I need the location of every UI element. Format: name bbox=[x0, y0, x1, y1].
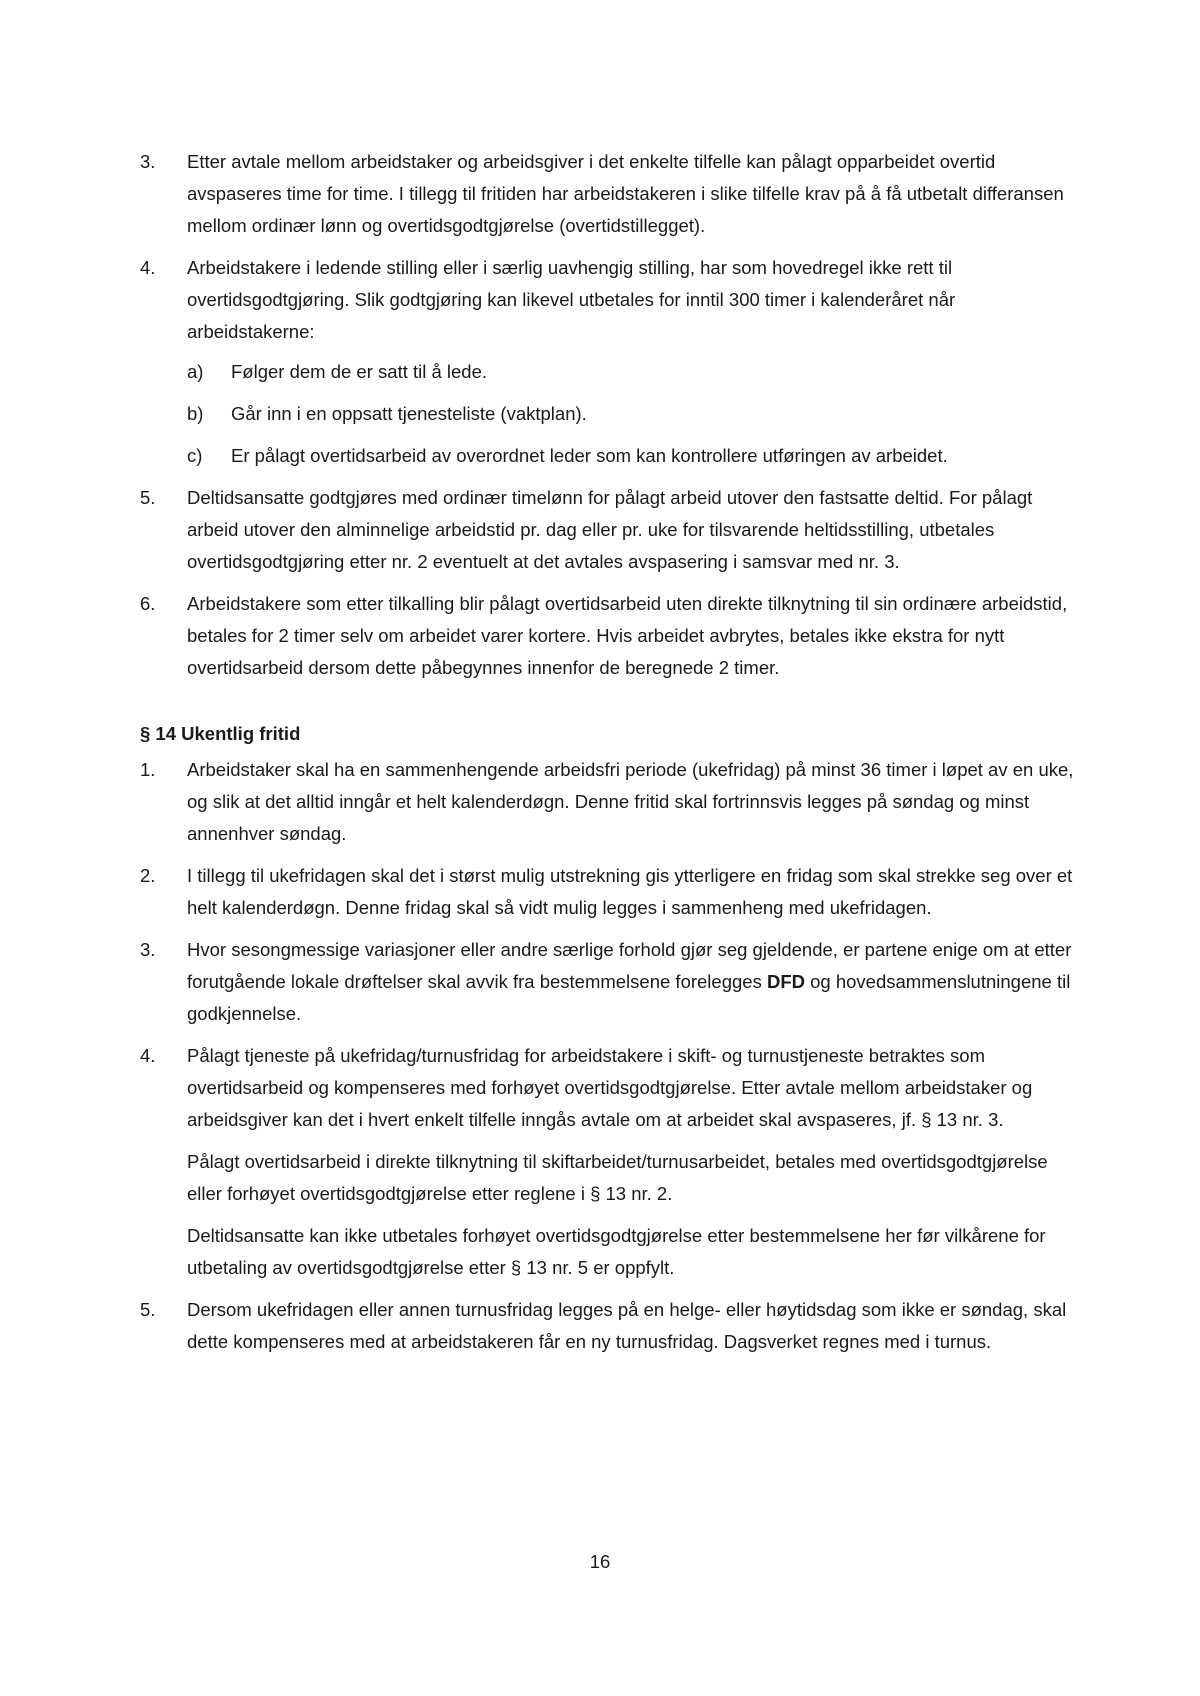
item-number: 3. bbox=[140, 151, 156, 172]
list-item bbox=[140, 1294, 1075, 1358]
item-paragraph: Pålagt overtidsarbeid i direkte tilknytning til skiftarbeidet/turnusarbeidet, betales med overtidsgodtgjørelse eller forhøyet overtidsgodtgjørelse etter reglene i § 13 nr. 2. bbox=[187, 1151, 1048, 1204]
item-paragraph: Arbeidstakere i ledende stilling eller i særlig uavhengig stilling, har som hovedregel ikke rett til overtidsgodtgjøring. Slik godtgjøring kan likevel utbetales for inntil 300 timer i kalenderåret når arbeidstakerne: bbox=[187, 257, 956, 342]
section-heading: § 14 Ukentlig fritid bbox=[140, 723, 301, 744]
section-13-continued-list bbox=[140, 146, 1075, 684]
item-paragraph bbox=[187, 934, 1075, 1030]
item-number: 6. bbox=[140, 593, 156, 614]
dfd-abbreviation: DFD bbox=[766, 971, 805, 992]
item-number: 5. bbox=[140, 487, 156, 508]
item-number: 2. bbox=[140, 865, 156, 886]
paragraph-text: og hovedsammenslutningene til godkjennelse. bbox=[187, 971, 1071, 1024]
sub-item-letter: c) bbox=[187, 445, 203, 466]
section-14-list bbox=[140, 754, 1075, 1358]
list-item bbox=[140, 754, 1075, 850]
list-item bbox=[140, 588, 1075, 684]
item-paragraph: Deltidsansatte kan ikke utbetales forhøyet overtidsgodtgjørelse etter bestemmelsene her før vilkårene for utbetaling av overtidsgodtgjørelse etter § 13 nr. 5 er oppfylt. bbox=[187, 1225, 1046, 1278]
item-paragraph: Deltidsansatte godtgjøres med ordinær timelønn for pålagt arbeid utover den fastsatte deltid. For pålagt arbeid utover den alminnelige arbeidstid pr. dag eller pr. uke for tilsvarende heltidsstilling, utbetales overtidsgodtgjøring etter nr. 2 eventuelt at det avtales avspasering i samsvar med nr. 3. bbox=[187, 487, 1033, 572]
item-paragraph: I tillegg til ukefridagen skal det i størst mulig utstrekning gis ytterligere en fridag som skal strekke seg over et helt kalenderdøgn. Denne fridag skal så vidt mulig legges i sammenheng med ukefridagen. bbox=[187, 865, 1073, 918]
list-item bbox=[140, 1040, 1075, 1284]
list-item bbox=[140, 482, 1075, 578]
list-item bbox=[140, 934, 1075, 1030]
list-item bbox=[140, 252, 1075, 472]
sub-item bbox=[187, 440, 1075, 472]
item-paragraph: Arbeidstaker skal ha en sammenhengende arbeidsfri periode (ukefridag) på minst 36 timer i løpet av en uke, og slik at det alltid inngår et helt kalenderdøgn. Denne fritid skal fortrinnsvis legges på søndag og minst annenhver søndag. bbox=[187, 759, 1074, 844]
item-paragraph: Etter avtale mellom arbeidstaker og arbeidsgiver i det enkelte tilfelle kan pålagt opparbeidet overtid avspaseres time for time. I tillegg til fritiden har arbeidstakeren i slike tilfelle krav på å få utbetalt differansen mellom ordinær lønn og overtidsgodtgjørelse (overtidstillegget). bbox=[187, 151, 1064, 236]
item-number: 1. bbox=[140, 759, 156, 780]
sub-item-text: Følger dem de er satt til å lede. bbox=[231, 361, 488, 382]
sub-item-letter: b) bbox=[187, 403, 204, 424]
sub-item-text: Er pålagt overtidsarbeid av overordnet leder som kan kontrollere utføringen av arbeidet. bbox=[231, 445, 948, 466]
page-content bbox=[140, 146, 1075, 1368]
item-paragraph: Arbeidstakere som etter tilkalling blir pålagt overtidsarbeid uten direkte tilknytning til sin ordinære arbeidstid, betales for 2 timer selv om arbeidet varer kortere. Hvis arbeidet avbrytes, betales ikke ekstra for nytt overtidsarbeid dersom dette påbegynnes innenfor de beregnede 2 timer. bbox=[187, 593, 1068, 678]
sub-item bbox=[187, 356, 1075, 388]
item-number: 3. bbox=[140, 939, 156, 960]
list-item bbox=[140, 860, 1075, 924]
sub-list bbox=[187, 356, 1075, 472]
item-number: 4. bbox=[140, 1045, 156, 1066]
page-number: 16 bbox=[589, 1551, 611, 1572]
item-paragraph: Pålagt tjeneste på ukefridag/turnusfridag for arbeidstakere i skift- og turnustjeneste betraktes som overtidsarbeid og kompenseres med forhøyet overtidsgodtgjørelse. Etter avtale mellom arbeidstaker og arbeidsgiver kan det i hvert enkelt tilfelle inngås avtale om at arbeidet skal avspaseres, jf. § 13 nr. 3. bbox=[187, 1045, 1033, 1130]
list-item bbox=[140, 146, 1075, 242]
item-paragraph: Dersom ukefridagen eller annen turnusfridag legges på en helge- eller høytidsdag som ikke er søndag, skal dette kompenseres med at arbeidstakeren får en ny turnusfridag. Dagsverket regnes med i turnus. bbox=[187, 1299, 1067, 1352]
paragraph-text: Hvor sesongmessige variasjoner eller andre særlige forhold gjør seg gjeldende, er partene enige om at etter forutgående lokale drøftelser skal avvik fra bestemmelsene forelegges bbox=[187, 939, 1072, 992]
item-number: 4. bbox=[140, 257, 156, 278]
sub-item bbox=[187, 398, 1075, 430]
sub-item-letter: a) bbox=[187, 361, 204, 382]
item-number: 5. bbox=[140, 1299, 156, 1320]
sub-item-text: Går inn i en oppsatt tjenesteliste (vaktplan). bbox=[231, 403, 587, 424]
